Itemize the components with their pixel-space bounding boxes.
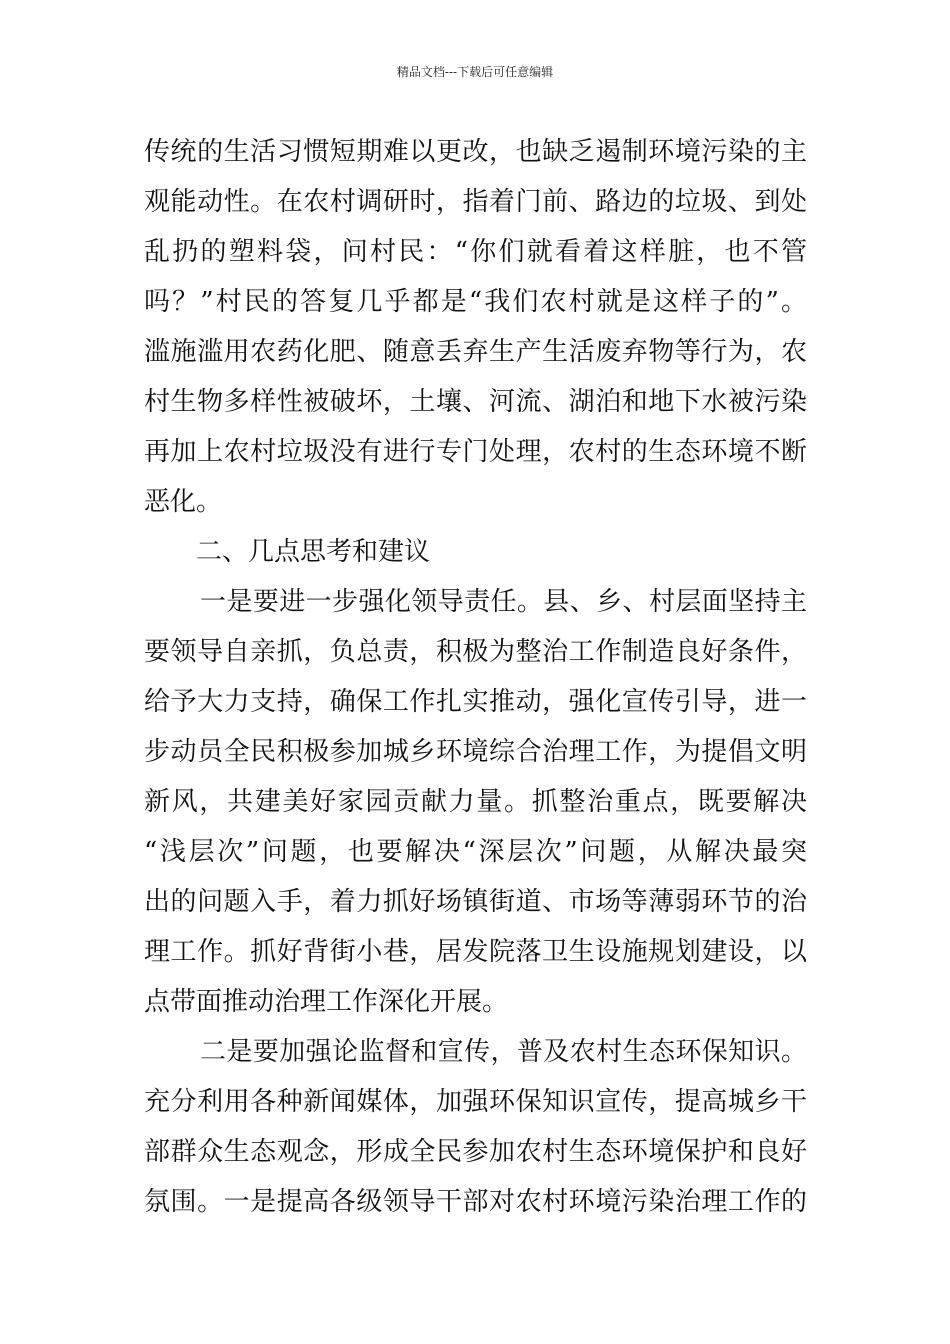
- text-line: 滥施滥用农药化肥、随意丢弃生产生活废弃物等行为，农: [144, 337, 807, 367]
- paragraph-environment-problems: [144, 127, 807, 527]
- text-line: 村生物多样性被破坏，土壤、河流、湖泊和地下水被污染: [144, 387, 807, 417]
- text-line: 乱扔的塑料袋，问村民：“你们就看着这样脏，也不管: [144, 237, 807, 267]
- text-line: 氛围。一是提高各级领导干部对农村环境污染治理工作的: [144, 1187, 807, 1217]
- text-line: 要领导自亲抓，负总责，积极为整治工作制造良好条件，: [144, 637, 807, 667]
- document-body: [144, 127, 807, 1227]
- paragraph-leadership: [144, 577, 807, 1027]
- text-line: 传统的生活习惯短期难以更改，也缺乏遏制环境污染的主: [144, 137, 807, 167]
- text-line: 吗？”村民的答复几乎都是“我们农村就是这样子的”。: [144, 287, 807, 317]
- text-line: 二是要加强论监督和宣传，普及农村生态环保知识。: [200, 1037, 807, 1067]
- text-line: 观能动性。在农村调研时，指着门前、路边的垃圾、到处: [144, 187, 807, 217]
- section-heading: [144, 527, 807, 577]
- text-line: 给予大力支持，确保工作扎实推动，强化宣传引导，进一: [144, 687, 807, 717]
- page-header: 精品文档---下载后可任意编辑: [396, 65, 554, 79]
- text-line: 充分利用各种新闻媒体，加强环保知识宣传，提高城乡干: [144, 1087, 807, 1117]
- text-line: 步动员全民积极参加城乡环境综合治理工作，为提倡文明: [144, 737, 807, 767]
- text-line: 理工作。抓好背街小巷，居发院落卫生设施规划建设，以: [144, 937, 807, 967]
- text-line: 恶化。: [144, 487, 223, 517]
- text-line: 一是要进一步强化领导责任。县、乡、村层面坚持主: [200, 587, 807, 617]
- text-line: 再加上农村垃圾没有进行专门处理，农村的生态环境不断: [144, 437, 807, 467]
- section-heading-text: 二、几点思考和建议: [196, 537, 431, 567]
- text-line: “浅层次”问题，也要解决“深层次”问题，从解决最突: [144, 837, 807, 867]
- text-line: 新风，共建美好家园贡献力量。抓整治重点，既要解决: [144, 787, 807, 817]
- text-line: 部群众生态观念，形成全民参加农村生态环境保护和良好: [144, 1137, 807, 1167]
- text-line: 点带面推动治理工作深化开展。: [144, 987, 509, 1017]
- text-line: 出的问题入手，着力抓好场镇街道、市场等薄弱环节的治: [144, 887, 807, 917]
- paragraph-publicity: [144, 1027, 807, 1227]
